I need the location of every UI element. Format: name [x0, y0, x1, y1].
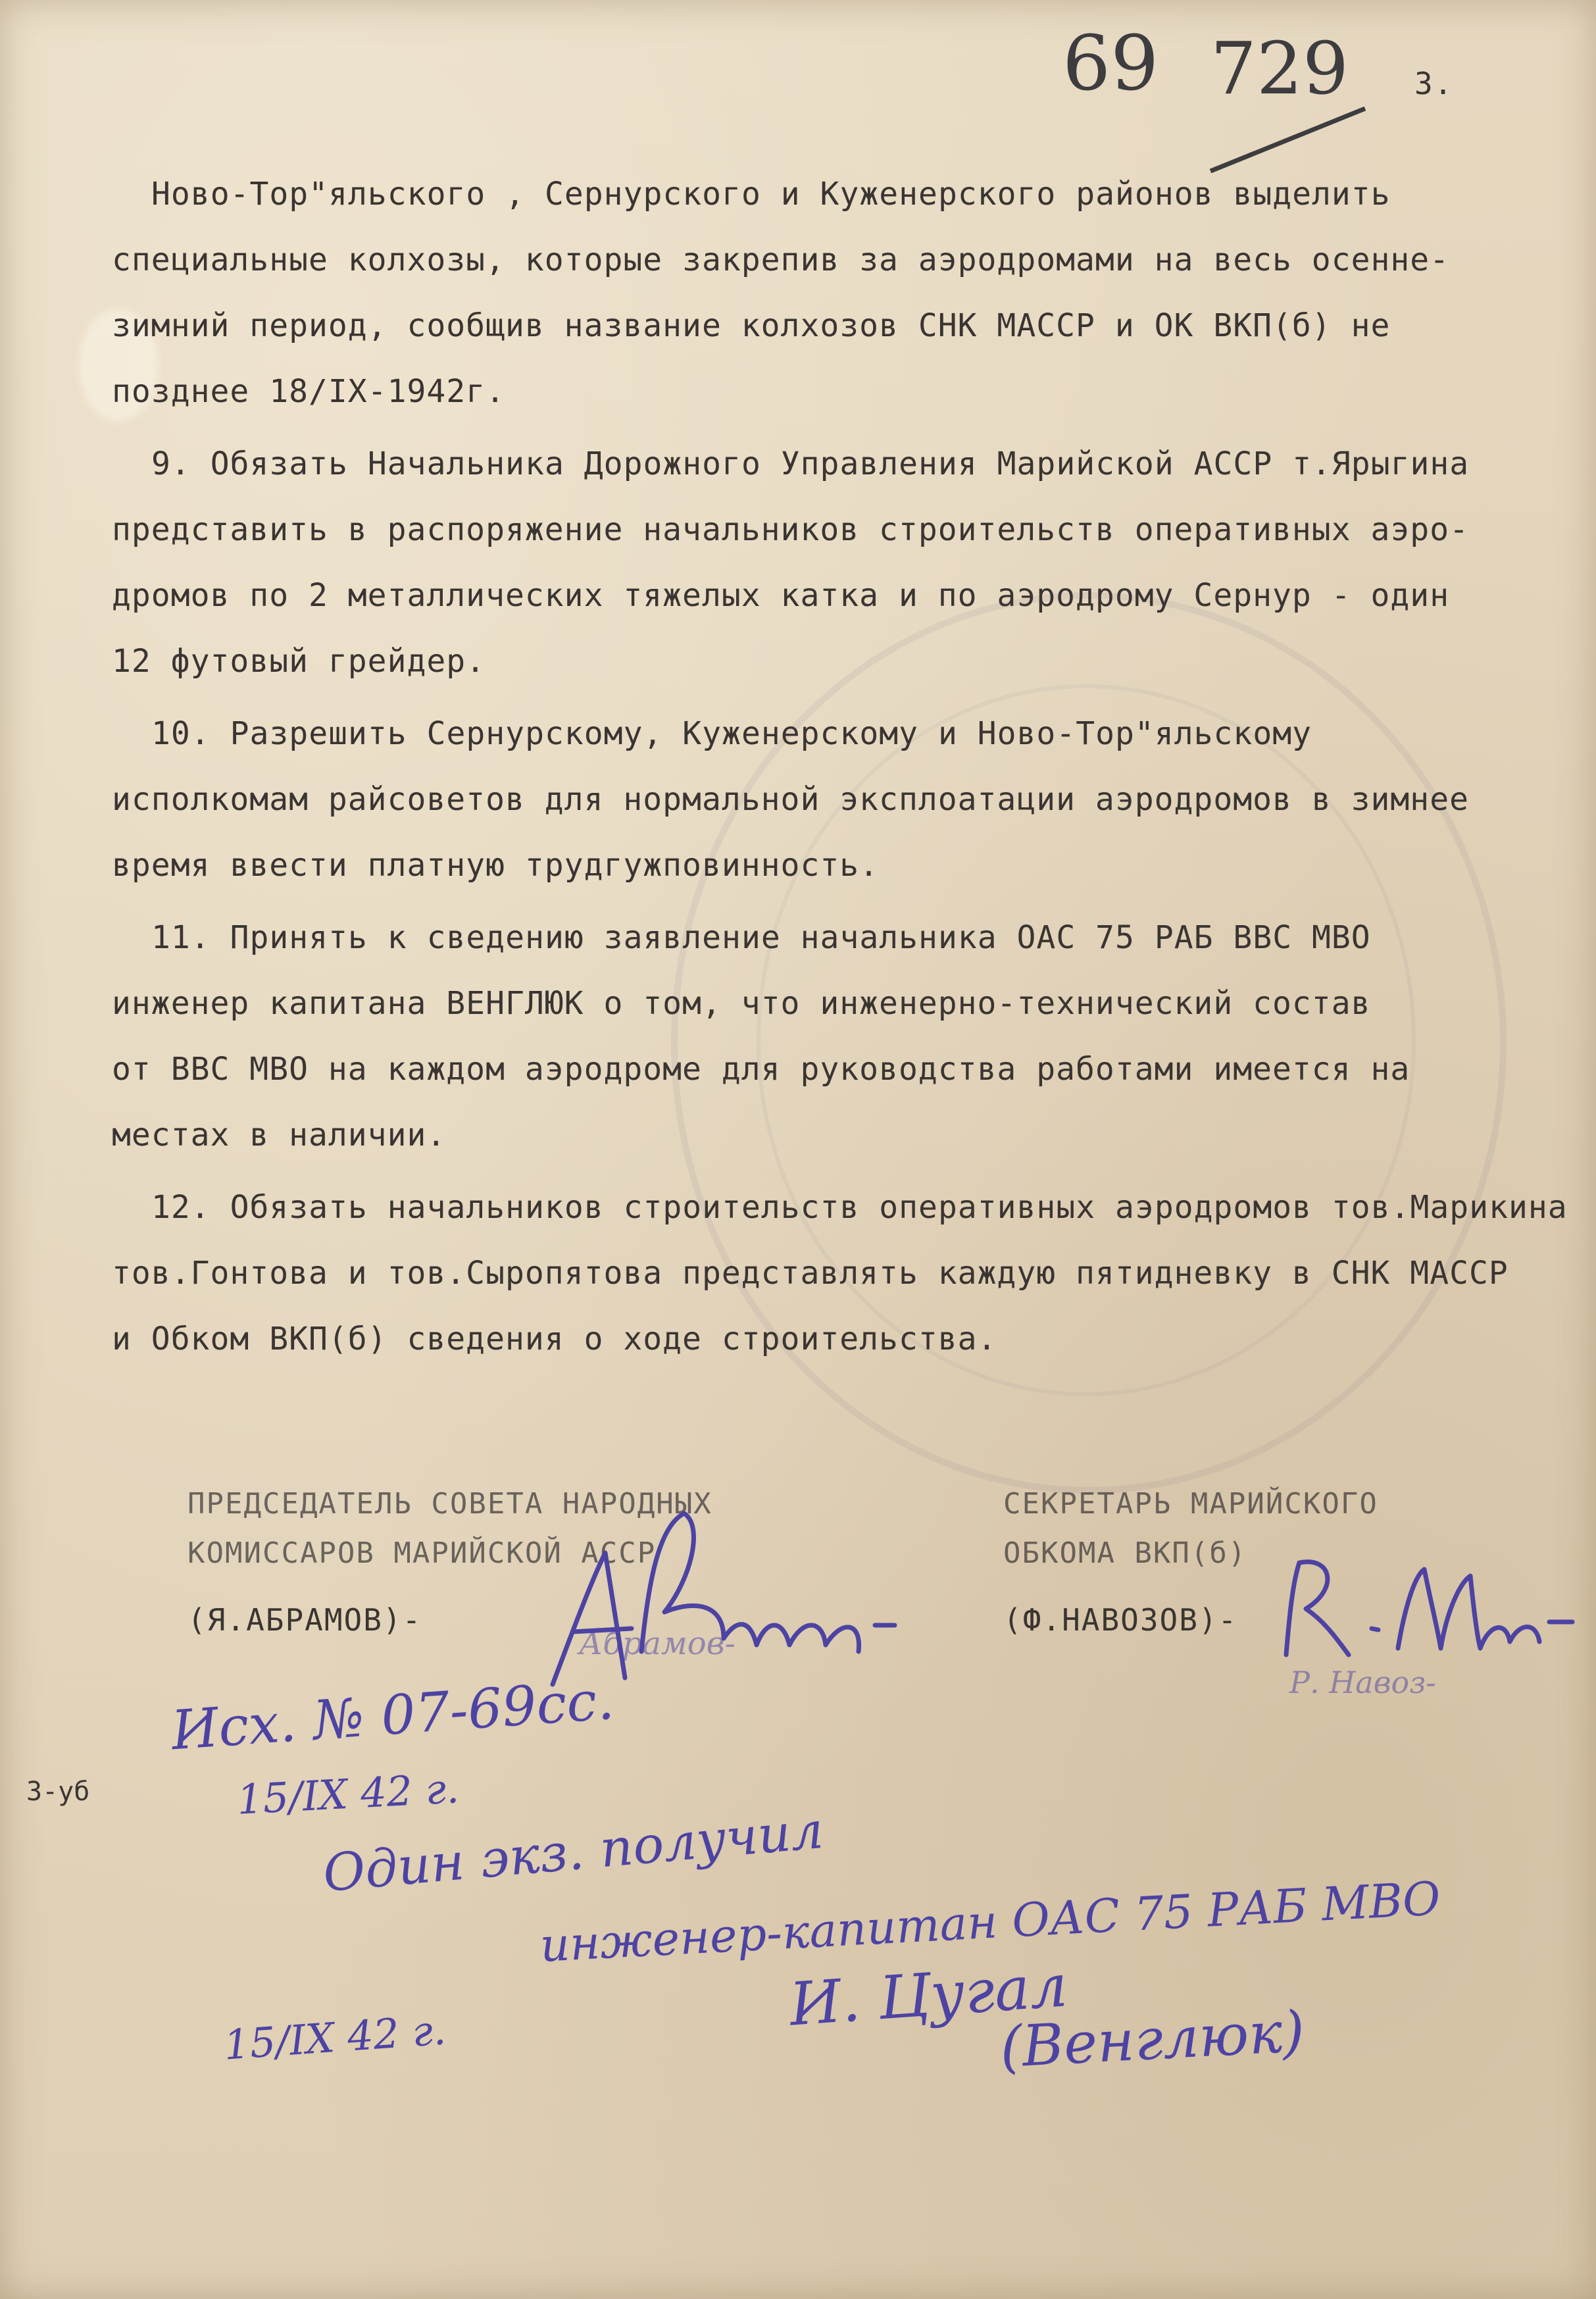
text-line: позднее 18/IX-1942г. — [112, 373, 505, 410]
receiver-name-note: (Венглюк) — [998, 1998, 1307, 2081]
receiver-position-note: инженер-капитан ОАС 75 РАБ МВО — [538, 1871, 1442, 1973]
right-signatory-name: (Ф.НАВОЗОВ)- — [1003, 1602, 1238, 1638]
left-signatory-title-2: КОМИССАРОВ МАРИЙСКОЙ АССР — [187, 1536, 657, 1570]
paragraph-9 — [112, 431, 1533, 694]
receiver-signature-note: И. Цугал — [787, 1951, 1070, 2040]
left-handwritten-signature — [526, 1487, 895, 1698]
text-line: 9. Обязать Начальника Дорожного Управления Марийской АССР т.Ярыгина — [151, 445, 1470, 482]
text-line: местах в наличии. — [112, 1117, 447, 1153]
right-handwritten-signature-text: Р. Навоз- — [1289, 1665, 1436, 1700]
text-line: представить в распоряжение начальников строительств оперативных аэро- — [112, 511, 1469, 548]
text-line: 12. Обязать начальников строительств оперативных аэродромов тов.Марикина — [151, 1189, 1568, 1226]
received-copy-note: Один экз. получил — [320, 1800, 826, 1904]
text-line: 11. Принять к сведению заявление начальника ОАС 75 РАБ ВВС МВО — [151, 919, 1371, 956]
text-line: исполкомам райсоветов для нормальной эксплоатации аэродромов в зимнее — [112, 781, 1469, 818]
text-line: инженер капитана ВЕНГЛЮК о том, что инженерно-технический состав — [112, 985, 1371, 1022]
left-signatory-name: (Я.АБРАМОВ)- — [187, 1602, 422, 1638]
right-signatory-title-2: ОБКОМА ВКП(б) — [1003, 1536, 1247, 1570]
text-line: 10. Разрешить Сернурскому, Куженерскому и Ново-Тор"яльскому — [151, 715, 1312, 752]
text-line: 12 футовый грейдер. — [112, 643, 486, 680]
margin-code: 3-уб — [26, 1777, 90, 1807]
paragraph-12 — [112, 1175, 1568, 1372]
outgoing-number-note: Исх. № 07-69сс. — [169, 1669, 616, 1763]
text-line: тов.Гонтова и тов.Сыропятова представлять каждую пятидневку в СНК МАССР — [112, 1255, 1509, 1292]
text-line: дромов по 2 металлических тяжелых катка и по аэродрому Сернур - один — [112, 577, 1450, 614]
note-date-2: 15/IX 42 г. — [222, 2006, 447, 2069]
paragraph-11 — [112, 905, 1533, 1168]
left-signatory-title-1: ПРЕДСЕДАТЕЛЬ СОВЕТА НАРОДНЫХ — [187, 1487, 712, 1521]
paragraph-continuation — [112, 161, 1533, 424]
text-line: от ВВС МВО на каждом аэродроме для руководства работами имеется на — [112, 1051, 1410, 1088]
text-line: специальные колхозы, которые закрепив за аэродромами на весь осенне- — [112, 241, 1450, 278]
archive-mark-right: 729 — [1210, 26, 1349, 111]
resolution-body — [112, 161, 1568, 1372]
paragraph-10 — [112, 701, 1533, 898]
note-date-1: 15/IX 42 г. — [236, 1764, 461, 1824]
text-line: Ново-Тор"яльского , Сернурского и Куженерского районов выделить — [151, 176, 1391, 213]
archive-mark-left: 69 — [1062, 20, 1159, 108]
text-line: время ввести платную трудгужповинность. — [112, 847, 880, 884]
page-number: 3. — [1414, 66, 1454, 101]
right-signatory-title-1: СЕКРЕТАРЬ МАРИЙСКОГО — [1003, 1487, 1378, 1521]
right-handwritten-signature — [1273, 1550, 1576, 1668]
text-line: и Обком ВКП(б) сведения о ходе строительства. — [112, 1321, 997, 1357]
text-line: зимний период, сообщив название колхозов СНК МАССР и ОК ВКП(б) не — [112, 307, 1391, 344]
left-handwritten-signature-text: Абрамов- — [579, 1625, 736, 1662]
